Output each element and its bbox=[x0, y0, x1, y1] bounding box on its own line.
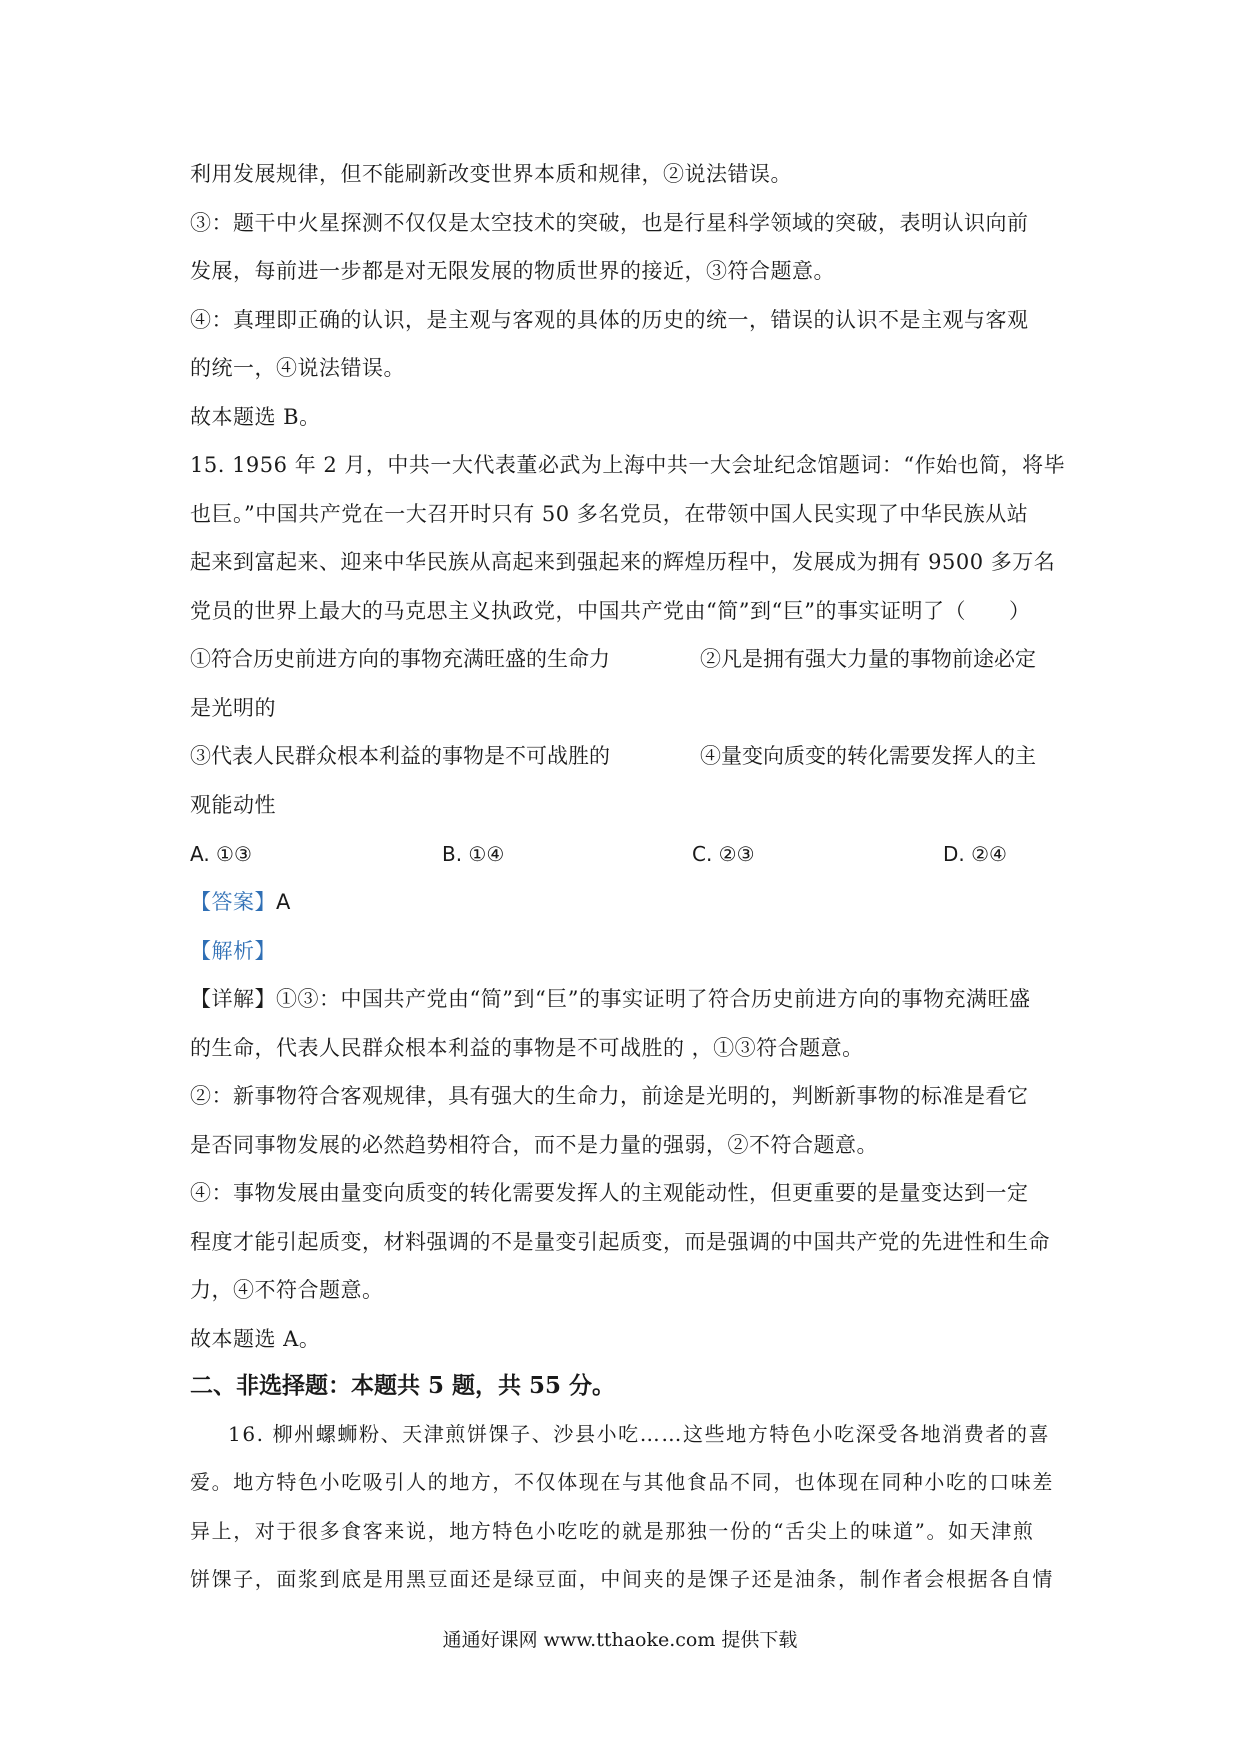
detail-label: 【详解】 bbox=[190, 987, 276, 1011]
q15-detail-line-2: 的生命，代表人民群众根本利益的事物是不可战胜的 ，①③符合题意。 bbox=[190, 1036, 864, 1060]
q15-conclusion: 故本题选 A。 bbox=[190, 1327, 321, 1351]
q15-choices bbox=[190, 838, 1060, 870]
q15-detail-line-3: ②：新事物符合客观规律，具有强大的生命力，前途是光明的，判断新事物的标准是看它 bbox=[190, 1084, 1029, 1108]
q15-choice-d: D. ②④ bbox=[943, 842, 1007, 866]
q15-detail-line-4: 是否同事物发展的必然趋势相符合，而不是力量的强弱，②不符合题意。 bbox=[190, 1133, 878, 1157]
prev-analysis-line-2: ③：题干中火星探测不仅仅是太空技术的突破，也是行星科学领域的突破，表明认识向前 bbox=[190, 211, 1029, 235]
q15-choice-c: C. ②③ bbox=[692, 842, 755, 866]
answer-label: 【答案】 bbox=[190, 890, 276, 914]
q15-answer bbox=[190, 886, 1060, 918]
q16-line-2: 爱。地方特色小吃吸引人的地方，不仅体现在与其他食品不同，也体现在同种小吃的口味差 bbox=[190, 1470, 1054, 1494]
q15-detail-line-6: 程度才能引起质变，材料强调的不是量变引起质变，而是强调的中国共产党的先进性和生命 bbox=[190, 1230, 1050, 1254]
q15-detail-line-7: 力，④不符合题意。 bbox=[190, 1278, 384, 1302]
q15-choice-a: A. ①③ bbox=[190, 842, 252, 866]
prev-conclusion: 故本题选 B。 bbox=[190, 405, 321, 429]
q15-items-row-1 bbox=[190, 643, 1060, 675]
prev-analysis-line-5: 的统一，④说法错误。 bbox=[190, 356, 405, 380]
q16-line-4: 饼馃子，面浆到底是用黑豆面还是绿豆面，中间夹的是馃子还是油条，制作者会根据各自情 bbox=[190, 1567, 1054, 1591]
page-footer: 通通好课网 www.tthaoke.com 提供下载 bbox=[442, 1629, 798, 1651]
prev-analysis-line-3: 发展，每前进一步都是对无限发展的物质世界的接近，③符合题意。 bbox=[190, 259, 835, 283]
analysis-label: 【解析】 bbox=[190, 939, 276, 963]
section-2-title: 二、非选择题：本题共 5 题，共 55 分。 bbox=[190, 1372, 616, 1399]
q15-item-4-continued: 观能动性 bbox=[190, 793, 276, 817]
q15-item-3: ③代表人民群众根本利益的事物是不可战胜的 bbox=[190, 744, 610, 768]
prev-analysis-line-4: ④：真理即正确的认识，是主观与客观的具体的历史的统一，错误的认识不是主观与客观 bbox=[190, 308, 1029, 332]
q15-choice-b: B. ①④ bbox=[442, 842, 505, 866]
q15-item-1: ①符合历史前进方向的事物充满旺盛的生命力 bbox=[190, 647, 610, 671]
q15-stem-line-4: 党员的世界上最大的马克思主义执政党，中国共产党由“简”到“巨”的事实证明了（ ） bbox=[190, 599, 1031, 623]
q15-detail-line-5: ④：事物发展由量变向质变的转化需要发挥人的主观能动性，但更重要的是量变达到一定 bbox=[190, 1181, 1029, 1205]
q15-item-2-continued: 是光明的 bbox=[190, 696, 276, 720]
q15-item-2: ②凡是拥有强大力量的事物前途必定 bbox=[700, 647, 1036, 671]
answer-value: A bbox=[276, 890, 291, 914]
q15-items-row-2 bbox=[190, 740, 1060, 772]
q16-line-1: 16. 柳州螺蛳粉、天津煎饼馃子、沙县小吃……这些地方特色小吃深受各地消费者的喜 bbox=[228, 1422, 1051, 1446]
q15-detail-line-1 bbox=[190, 983, 1060, 1015]
q15-stem-line-1: 15. 1956 年 2 月，中共一大代表董必武为上海中共一大会址纪念馆题词：“作始也简，将毕 bbox=[190, 453, 1066, 477]
prev-analysis-line-1: 利用发展规律，但不能刷新改变世界本质和规律，②说法错误。 bbox=[190, 162, 792, 186]
q16-line-3: 异上，对于很多食客来说，地方特色小吃吃的就是那独一份的“舌尖上的味道”。如天津煎 bbox=[190, 1519, 1035, 1543]
detail-text-1: ①③：中国共产党由“简”到“巨”的事实证明了符合历史前进方向的事物充满旺盛 bbox=[276, 987, 1031, 1011]
q15-item-4: ④量变向质变的转化需要发挥人的主 bbox=[700, 744, 1036, 768]
q15-stem-line-3: 起来到富起来、迎来中华民族从高起来到强起来的辉煌历程中，发展成为拥有 9500 多万名 bbox=[190, 550, 1056, 574]
q15-stem-line-2: 也巨。”中国共产党在一大召开时只有 50 多名党员，在带领中国人民实现了中华民族从站 bbox=[190, 502, 1029, 526]
